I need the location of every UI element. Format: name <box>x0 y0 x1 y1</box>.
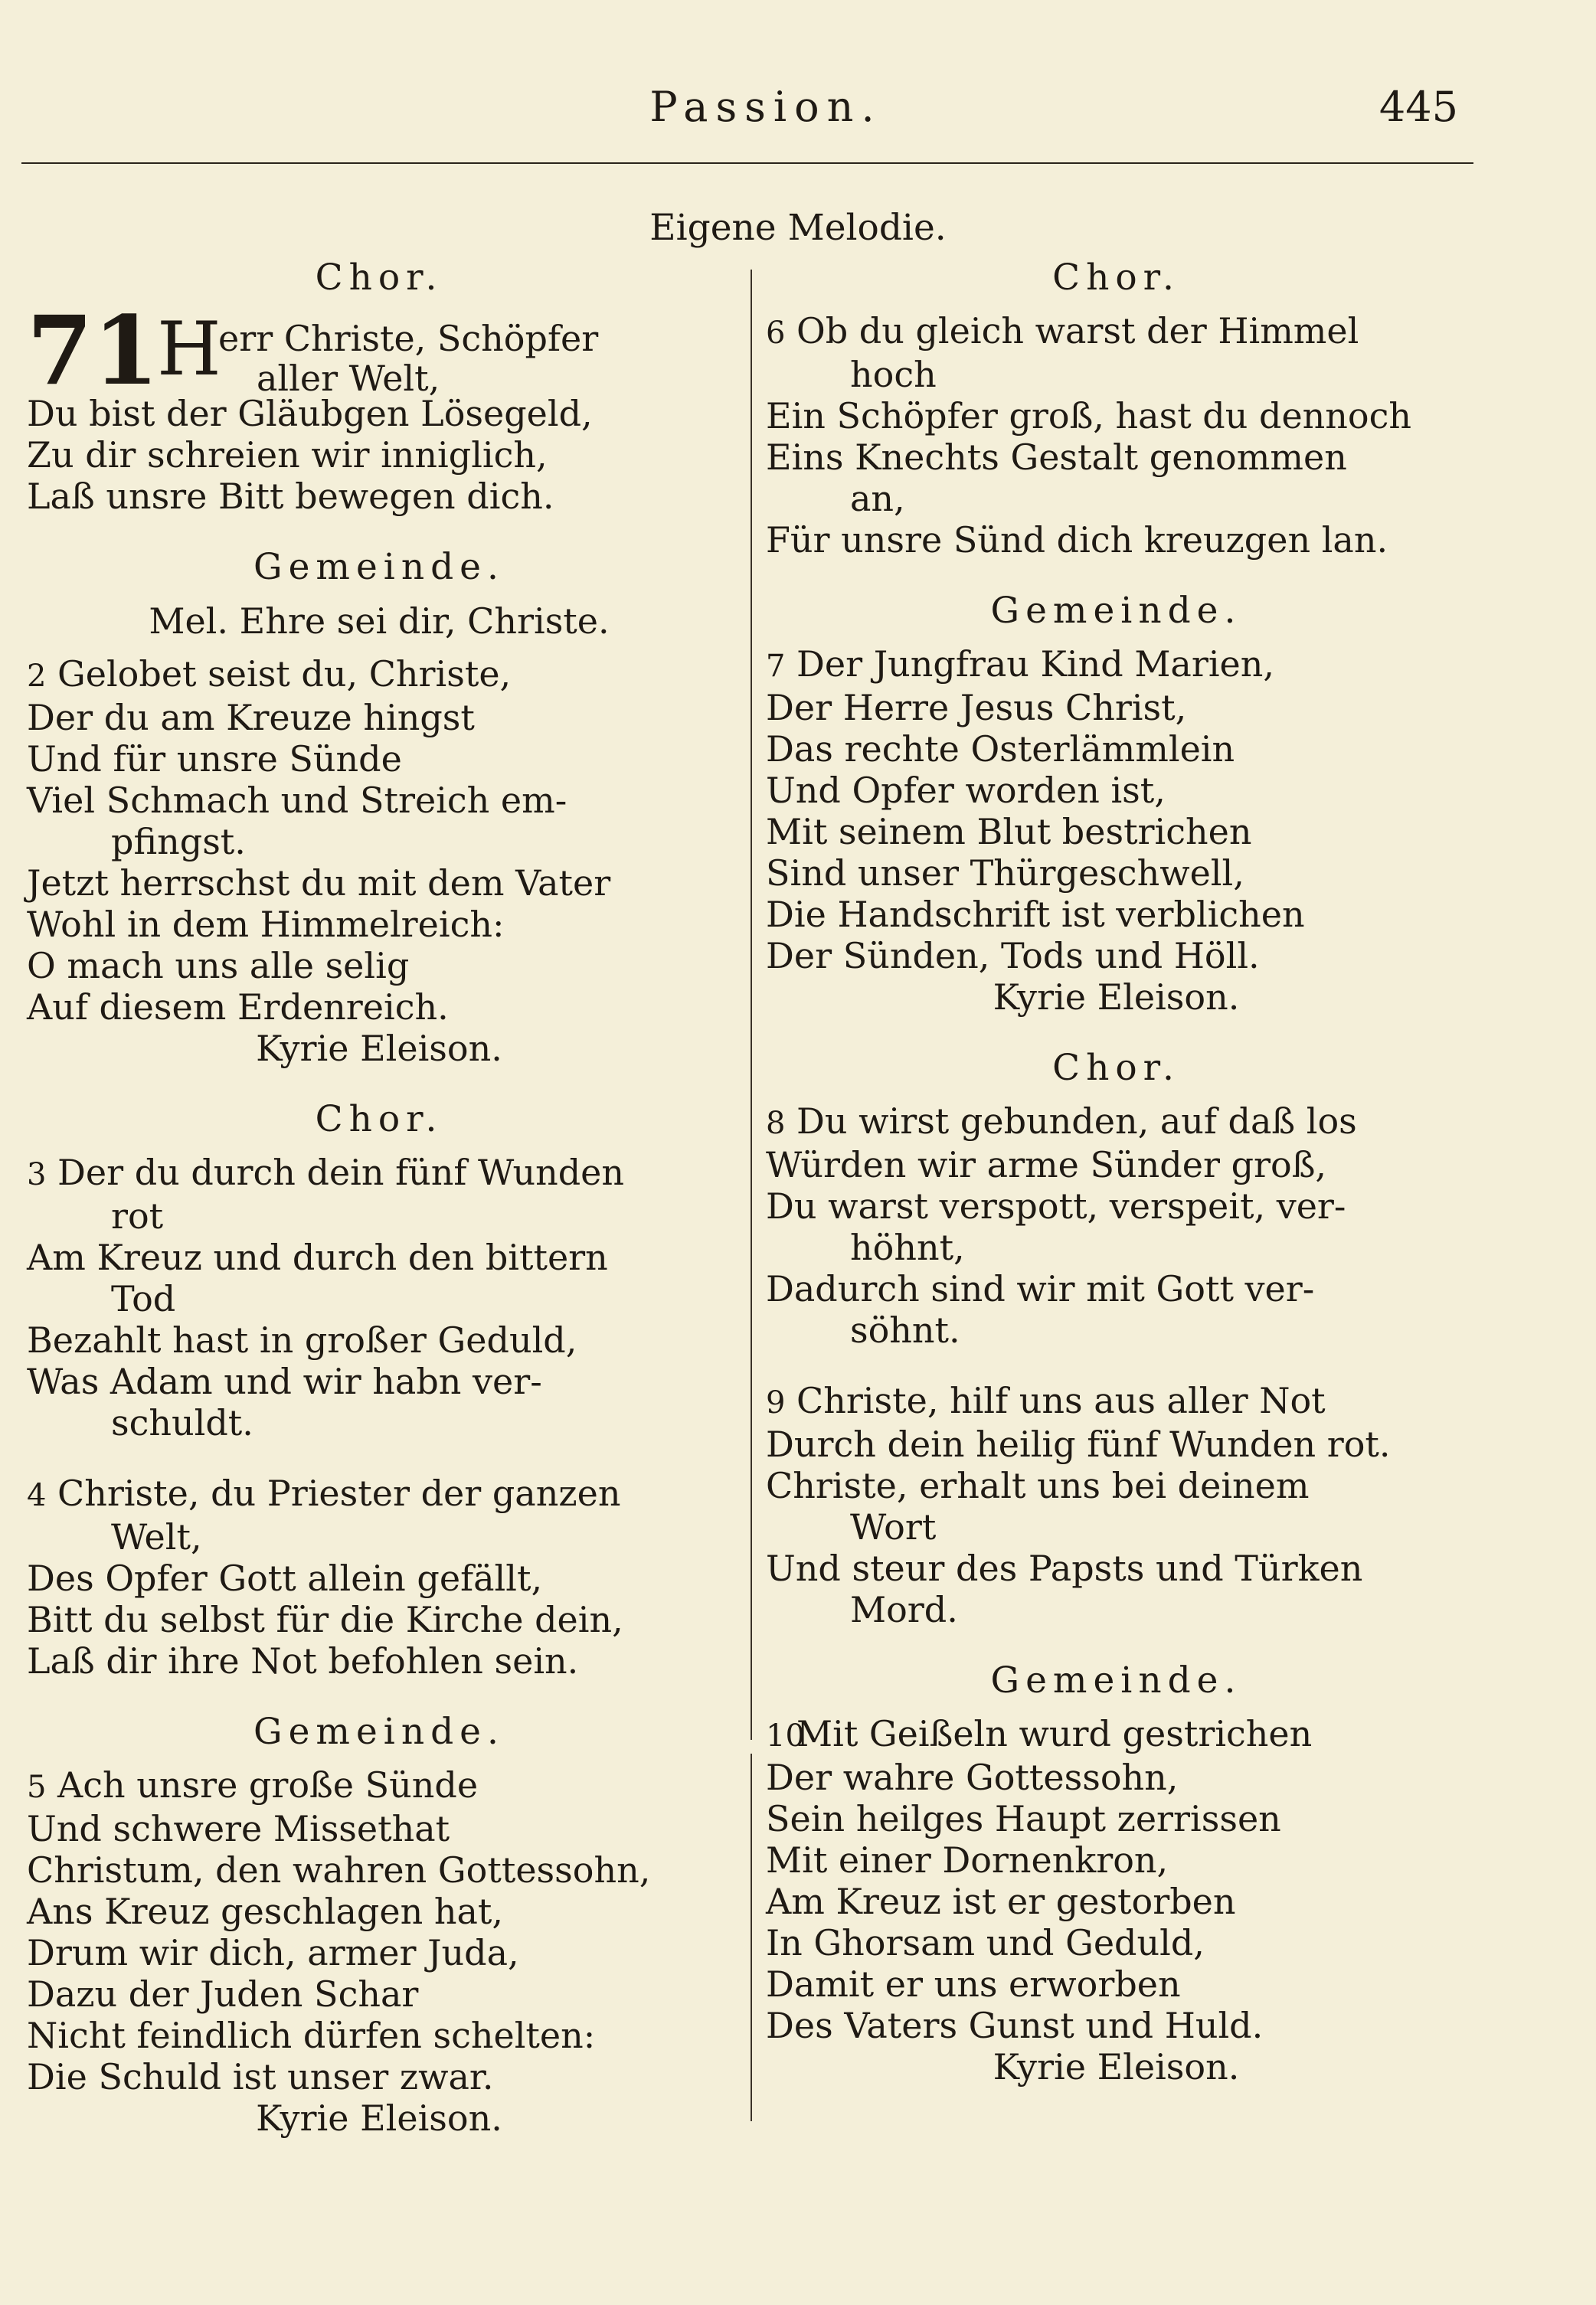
verse-line: Für unsre Sünd dich kreuzgen lan. <box>766 519 1388 561</box>
verse-line: an, <box>850 478 905 519</box>
verse-line: O mach uns alle selig <box>27 945 410 986</box>
verse-line: pfingst. <box>111 821 246 862</box>
section-heading-gemeinde: Gemeinde. <box>253 546 505 588</box>
verse-line: In Ghorsam und Geduld, <box>766 1922 1205 1963</box>
verse-line: Du warst verspott, verspeit, ver- <box>766 1185 1346 1227</box>
verse-line: Ans Kreuz geschlagen hat, <box>27 1891 504 1932</box>
verse-line: Am Kreuz und durch den bittern <box>27 1237 608 1278</box>
verse-number: 5 <box>27 1770 47 1805</box>
verse-number: 10 <box>766 1718 805 1754</box>
verse-line: Dadurch sind wir mit Gott ver- <box>766 1268 1315 1309</box>
verse-line: Der Herre Jesus Christ, <box>766 687 1187 728</box>
verse-6 <box>766 310 1467 561</box>
verse-line: Und schwere Missethat <box>27 1808 450 1849</box>
section-heading-gemeinde: Gemeinde. <box>990 1659 1242 1702</box>
running-head <box>0 83 1596 144</box>
verse-number: 2 <box>27 659 47 694</box>
verse-line: Bitt du selbst für die Kirche dein, <box>27 1599 623 1640</box>
verse-line: Ein Schöpfer groß, hast du dennoch <box>766 395 1412 436</box>
verse-line: Welt, <box>111 1516 202 1558</box>
verse-8 <box>766 1100 1467 1351</box>
verse-text: Mit Geißeln wurd gestrichen <box>796 1713 1313 1754</box>
kyrie-line: Kyrie Eleison. <box>256 2097 502 2139</box>
verse-line <box>27 1764 731 1808</box>
verse-line: Und für unsre Sünde <box>27 738 402 780</box>
hymn-opening <box>27 296 731 407</box>
drop-cap: H <box>157 306 221 392</box>
verse-7 <box>766 643 1467 1018</box>
verse-10 <box>766 1713 1467 2088</box>
verse-line: söhnt. <box>850 1309 960 1351</box>
verse-line: Der du am Kreuze hingst <box>27 697 475 738</box>
verse-9 <box>766 1380 1467 1630</box>
verse-line: Laß unsre Bitt bewegen dich. <box>27 476 554 517</box>
verse-line <box>766 310 1467 354</box>
verse-number: 9 <box>766 1385 786 1421</box>
kyrie-line: Kyrie Eleison. <box>256 1028 502 1069</box>
verse-line: Auf diesem Erdenreich. <box>27 986 449 1028</box>
verse-line: Und steur des Papsts und Türken <box>766 1548 1363 1589</box>
page-number: 445 <box>1379 83 1458 131</box>
verse-line <box>766 1713 1467 1757</box>
verse-line: Sind unser Thürgeschwell, <box>766 852 1244 894</box>
verse-line: Mord. <box>850 1589 958 1630</box>
verse-line: Und Opfer worden ist, <box>766 770 1166 811</box>
verse-line <box>27 653 731 697</box>
verse-line: schuldt. <box>111 1402 253 1443</box>
verse-line: Wort <box>850 1506 937 1548</box>
verse-line <box>766 1100 1467 1144</box>
verse-line: Bezahlt hast in großer Geduld, <box>27 1319 577 1361</box>
verse-line: Drum wir dich, armer Juda, <box>27 1932 519 1973</box>
verse-line: höhnt, <box>850 1227 965 1268</box>
hymn-number: 71 <box>27 296 159 407</box>
verse-4 <box>27 1473 731 1682</box>
kyrie-line: Kyrie Eleison. <box>993 2046 1240 2088</box>
section-heading-chor: Chor. <box>315 1098 443 1140</box>
verse-line <box>27 1473 731 1516</box>
verse-5 <box>27 1764 731 2139</box>
verse-line: Zu dir schreien wir inniglich, <box>27 434 548 476</box>
verse-line: Nicht feindlich dürfen schelten: <box>27 2015 596 2056</box>
verse-text: Der Jungfrau Kind Marien, <box>796 643 1275 685</box>
column-divider <box>751 270 752 1740</box>
verse-line: Der wahre Gottessohn, <box>766 1757 1179 1798</box>
verse-line: Damit er uns erworben <box>766 1963 1181 2005</box>
verse-text: Ach unsre große Sünde <box>57 1764 479 1806</box>
verse-line: Christum, den wahren Gottessohn, <box>27 1849 651 1891</box>
verse-line: aller Welt, <box>257 358 440 399</box>
verse-1 <box>27 393 731 517</box>
verse-line: Am Kreuz ist er gestorben <box>766 1881 1236 1922</box>
verse-number: 7 <box>766 649 786 684</box>
verse-line: Durch dein heilig fünf Wunden rot. <box>766 1424 1391 1465</box>
melody-reference: Mel. Ehre sei dir, Christe. <box>149 600 610 642</box>
verse-line <box>27 1152 731 1195</box>
verse-line: Eins Knechts Gestalt genommen <box>766 436 1347 478</box>
verse-line: err Christe, Schöpfer <box>218 318 599 359</box>
verse-line: Die Handschrift ist verblichen <box>766 894 1305 935</box>
section-heading-chor: Chor. <box>1052 1047 1180 1089</box>
verse-2 <box>27 653 731 1069</box>
section-heading-chor: Chor. <box>1052 257 1180 299</box>
verse-line: Jetzt herrschst du mit dem Vater <box>27 862 611 904</box>
section-heading-chor: Chor. <box>315 257 443 299</box>
verse-number: 3 <box>27 1157 47 1192</box>
verse-line: Wohl in dem Himmelreich: <box>27 904 505 945</box>
verse-3 <box>27 1152 731 1443</box>
running-title: Passion. <box>649 83 882 131</box>
section-heading-gemeinde: Gemeinde. <box>253 1711 505 1753</box>
verse-number: 6 <box>766 316 786 351</box>
column-divider-lower <box>751 1754 752 2121</box>
verse-text: Christe, hilf uns aus aller Not <box>796 1380 1326 1421</box>
verse-line: Viel Schmach und Streich em- <box>27 780 567 821</box>
verse-line: Laß dir ihre Not befohlen sein. <box>27 1640 579 1682</box>
header-rule <box>21 162 1473 164</box>
verse-line: Des Vaters Gunst und Huld. <box>766 2005 1264 2046</box>
verse-line: Tod <box>111 1278 176 1319</box>
verse-line: Das rechte Osterlämmlein <box>766 728 1235 770</box>
verse-line <box>766 1380 1467 1424</box>
verse-text: Ob du gleich warst der Himmel <box>796 310 1359 351</box>
verse-line: Christe, erhalt uns bei deinem <box>766 1465 1310 1506</box>
verse-line: Mit seinem Blut bestrichen <box>766 811 1252 852</box>
verse-line <box>766 643 1467 687</box>
verse-line: Dazu der Juden Schar <box>27 1973 419 2015</box>
verse-line: Der Sünden, Tods und Höll. <box>766 935 1260 976</box>
verse-line: Würden wir arme Sünder groß, <box>766 1144 1327 1185</box>
left-column <box>27 257 731 2168</box>
verse-text: Gelobet seist du, Christe, <box>57 653 512 695</box>
section-heading-gemeinde: Gemeinde. <box>990 590 1242 632</box>
verse-line: Die Schuld ist unser zwar. <box>27 2056 494 2097</box>
verse-line: Des Opfer Gott allein gefällt, <box>27 1558 543 1599</box>
kyrie-line: Kyrie Eleison. <box>993 976 1240 1018</box>
verse-text: Du wirst gebunden, auf daß los <box>796 1100 1357 1142</box>
melody-title: Eigene Melodie. <box>649 207 947 249</box>
verse-line: hoch <box>850 354 937 395</box>
right-column <box>766 257 1467 2117</box>
verse-line: Mit einer Dornenkron, <box>766 1839 1169 1881</box>
verse-line: Du bist der Gläubgen Lösegeld, <box>27 393 593 434</box>
verse-number: 4 <box>27 1478 47 1513</box>
verse-line: Sein heilges Haupt zerrissen <box>766 1798 1281 1839</box>
verse-text: Christe, du Priester der ganzen <box>57 1473 621 1514</box>
verse-line: rot <box>111 1195 164 1237</box>
verse-number: 8 <box>766 1106 786 1141</box>
verse-line: Was Adam und wir habn ver- <box>27 1361 542 1402</box>
verse-text: Der du durch dein fünf Wunden <box>57 1152 624 1193</box>
